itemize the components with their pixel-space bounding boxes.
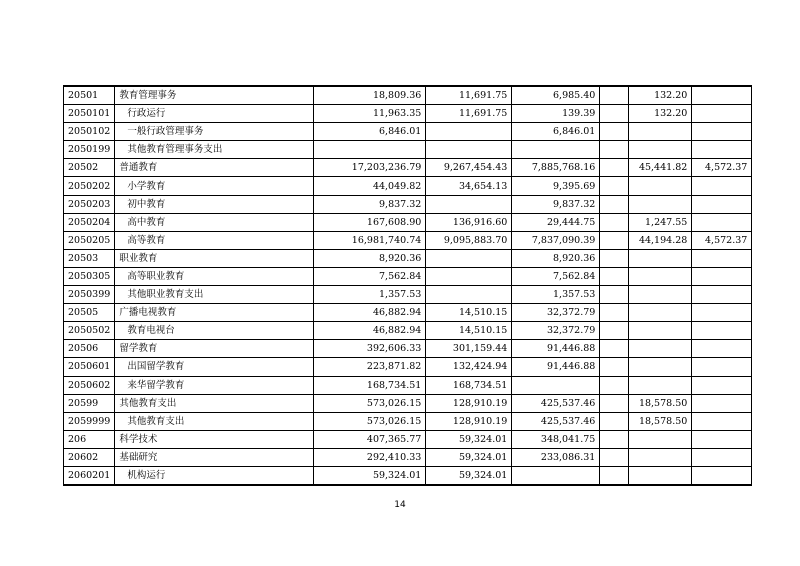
basic-expenditure-cell: 136,916.60 <box>426 213 512 231</box>
basic-expenditure-cell: 14,510.15 <box>426 322 512 340</box>
account-name-cell: 一般行政管理事务 <box>115 123 314 141</box>
project-expenditure-cell: 1,357.53 <box>512 286 600 304</box>
total-cell: 18,809.36 <box>314 86 426 105</box>
account-name-cell: 教育管理事务 <box>115 86 314 105</box>
account-name-cell: 广播电视教育 <box>115 304 314 322</box>
project-expenditure-cell: 6,846.01 <box>512 123 600 141</box>
table-row <box>64 394 752 412</box>
project-expenditure-cell: 32,372.79 <box>512 304 600 322</box>
amount-cell-4 <box>600 195 629 213</box>
account-name-cell: 高等职业教育 <box>115 267 314 285</box>
total-cell <box>314 141 426 159</box>
amount-cell-6 <box>692 123 752 141</box>
project-expenditure-cell: 9,395.69 <box>512 177 600 195</box>
amount-cell-6: 4,572.37 <box>692 231 752 249</box>
amount-cell-6 <box>692 358 752 376</box>
project-expenditure-cell <box>512 466 600 485</box>
project-expenditure-cell <box>512 376 600 394</box>
table-row <box>64 376 752 394</box>
account-name-cell: 来华留学教育 <box>115 376 314 394</box>
amount-cell-6 <box>692 322 752 340</box>
amount-cell-6 <box>692 105 752 123</box>
project-expenditure-cell: 233,086.31 <box>512 448 600 466</box>
account-code-cell: 2050202 <box>64 177 115 195</box>
basic-expenditure-cell <box>426 249 512 267</box>
table-row <box>64 466 752 485</box>
project-expenditure-cell: 425,537.46 <box>512 394 600 412</box>
account-name-cell: 出国留学教育 <box>115 358 314 376</box>
amount-cell-6 <box>692 376 752 394</box>
account-code-cell: 20505 <box>64 304 115 322</box>
table-row <box>64 141 752 159</box>
amount-cell-4 <box>600 358 629 376</box>
table-row <box>64 267 752 285</box>
amount-cell-6 <box>692 267 752 285</box>
amount-cell-5: 18,578.50 <box>629 412 692 430</box>
amount-cell-4 <box>600 249 629 267</box>
total-cell: 407,365.77 <box>314 430 426 448</box>
amount-cell-6 <box>692 340 752 358</box>
account-code-cell: 20502 <box>64 159 115 177</box>
total-cell: 44,049.82 <box>314 177 426 195</box>
amount-cell-6 <box>692 213 752 231</box>
table-row <box>64 195 752 213</box>
amount-cell-5: 132.20 <box>629 105 692 123</box>
amount-cell-4 <box>600 448 629 466</box>
amount-cell-5 <box>629 177 692 195</box>
amount-cell-6 <box>692 430 752 448</box>
table-row <box>64 358 752 376</box>
table-row <box>64 231 752 249</box>
table-row <box>64 159 752 177</box>
account-name-cell: 小学教育 <box>115 177 314 195</box>
basic-expenditure-cell: 9,267,454.43 <box>426 159 512 177</box>
amount-cell-4 <box>600 86 629 105</box>
amount-cell-4 <box>600 322 629 340</box>
total-cell: 46,882.94 <box>314 304 426 322</box>
basic-expenditure-cell: 59,324.01 <box>426 466 512 485</box>
table-row <box>64 322 752 340</box>
amount-cell-6 <box>692 286 752 304</box>
account-name-cell: 行政运行 <box>115 105 314 123</box>
account-name-cell: 职业教育 <box>115 249 314 267</box>
amount-cell-6 <box>692 249 752 267</box>
table-row <box>64 286 752 304</box>
basic-expenditure-cell: 59,324.01 <box>426 430 512 448</box>
total-cell: 8,920.36 <box>314 249 426 267</box>
amount-cell-4 <box>600 231 629 249</box>
basic-expenditure-cell <box>426 267 512 285</box>
amount-cell-5 <box>629 249 692 267</box>
project-expenditure-cell: 7,885,768.16 <box>512 159 600 177</box>
basic-expenditure-cell <box>426 195 512 213</box>
amount-cell-4 <box>600 213 629 231</box>
total-cell: 9,837.32 <box>314 195 426 213</box>
basic-expenditure-cell: 128,910.19 <box>426 394 512 412</box>
project-expenditure-cell: 139.39 <box>512 105 600 123</box>
account-code-cell: 2050101 <box>64 105 115 123</box>
amount-cell-4 <box>600 340 629 358</box>
amount-cell-5: 132.20 <box>629 86 692 105</box>
account-name-cell: 其他职业教育支出 <box>115 286 314 304</box>
account-code-cell: 20599 <box>64 394 115 412</box>
table-row <box>64 105 752 123</box>
basic-expenditure-cell <box>426 286 512 304</box>
account-code-cell: 20501 <box>64 86 115 105</box>
total-cell: 573,026.15 <box>314 412 426 430</box>
project-expenditure-cell: 425,537.46 <box>512 412 600 430</box>
project-expenditure-cell: 91,446.88 <box>512 340 600 358</box>
amount-cell-5 <box>629 340 692 358</box>
total-cell: 16,981,740.74 <box>314 231 426 249</box>
amount-cell-4 <box>600 159 629 177</box>
total-cell: 168,734.51 <box>314 376 426 394</box>
table-row <box>64 448 752 466</box>
account-code-cell: 2050399 <box>64 286 115 304</box>
basic-expenditure-cell: 301,159.44 <box>426 340 512 358</box>
account-code-cell: 2050502 <box>64 322 115 340</box>
amount-cell-5 <box>629 376 692 394</box>
account-name-cell: 科学技术 <box>115 430 314 448</box>
project-expenditure-cell: 32,372.79 <box>512 322 600 340</box>
project-expenditure-cell <box>512 141 600 159</box>
basic-expenditure-cell: 11,691.75 <box>426 86 512 105</box>
amount-cell-6 <box>692 304 752 322</box>
total-cell: 17,203,236.79 <box>314 159 426 177</box>
amount-cell-4 <box>600 376 629 394</box>
amount-cell-4 <box>600 123 629 141</box>
basic-expenditure-cell: 14,510.15 <box>426 304 512 322</box>
amount-cell-4 <box>600 286 629 304</box>
amount-cell-6 <box>692 195 752 213</box>
account-code-cell: 2050204 <box>64 213 115 231</box>
account-code-cell: 20602 <box>64 448 115 466</box>
amount-cell-4 <box>600 141 629 159</box>
table-row <box>64 430 752 448</box>
project-expenditure-cell: 91,446.88 <box>512 358 600 376</box>
account-name-cell: 高中教育 <box>115 213 314 231</box>
account-code-cell: 2050203 <box>64 195 115 213</box>
table-row <box>64 249 752 267</box>
budget-table <box>63 85 752 486</box>
amount-cell-5 <box>629 123 692 141</box>
basic-expenditure-cell: 9,095,883.70 <box>426 231 512 249</box>
amount-cell-4 <box>600 267 629 285</box>
project-expenditure-cell: 7,562.84 <box>512 267 600 285</box>
amount-cell-5: 1,247.55 <box>629 213 692 231</box>
amount-cell-5 <box>629 141 692 159</box>
amount-cell-5 <box>629 430 692 448</box>
account-code-cell: 206 <box>64 430 115 448</box>
amount-cell-4 <box>600 304 629 322</box>
account-name-cell: 其他教育管理事务支出 <box>115 141 314 159</box>
total-cell: 6,846.01 <box>314 123 426 141</box>
amount-cell-5 <box>629 195 692 213</box>
page-number: 14 <box>394 500 406 510</box>
table-body <box>64 86 752 485</box>
project-expenditure-cell: 6,985.40 <box>512 86 600 105</box>
table-row <box>64 86 752 105</box>
account-code-cell: 2050102 <box>64 123 115 141</box>
total-cell: 59,324.01 <box>314 466 426 485</box>
basic-expenditure-cell: 132,424.94 <box>426 358 512 376</box>
amount-cell-5 <box>629 267 692 285</box>
basic-expenditure-cell <box>426 123 512 141</box>
total-cell: 1,357.53 <box>314 286 426 304</box>
basic-expenditure-cell <box>426 141 512 159</box>
account-name-cell: 其他教育支出 <box>115 412 314 430</box>
amount-cell-4 <box>600 466 629 485</box>
amount-cell-5 <box>629 286 692 304</box>
project-expenditure-cell: 348,041.75 <box>512 430 600 448</box>
basic-expenditure-cell: 128,910.19 <box>426 412 512 430</box>
amount-cell-5 <box>629 448 692 466</box>
amount-cell-6 <box>692 86 752 105</box>
total-cell: 7,562.84 <box>314 267 426 285</box>
project-expenditure-cell: 7,837,090.39 <box>512 231 600 249</box>
table-row <box>64 304 752 322</box>
total-cell: 392,606.33 <box>314 340 426 358</box>
basic-expenditure-cell: 34,654.13 <box>426 177 512 195</box>
amount-cell-4 <box>600 105 629 123</box>
amount-cell-6 <box>692 394 752 412</box>
amount-cell-6 <box>692 177 752 195</box>
amount-cell-4 <box>600 177 629 195</box>
account-code-cell: 20506 <box>64 340 115 358</box>
account-name-cell: 基础研究 <box>115 448 314 466</box>
account-name-cell: 留学教育 <box>115 340 314 358</box>
account-code-cell: 2050602 <box>64 376 115 394</box>
basic-expenditure-cell: 59,324.01 <box>426 448 512 466</box>
amount-cell-6 <box>692 466 752 485</box>
amount-cell-5 <box>629 322 692 340</box>
basic-expenditure-cell: 168,734.51 <box>426 376 512 394</box>
amount-cell-6 <box>692 412 752 430</box>
table-row <box>64 340 752 358</box>
amount-cell-5: 18,578.50 <box>629 394 692 412</box>
total-cell: 573,026.15 <box>314 394 426 412</box>
project-expenditure-cell: 8,920.36 <box>512 249 600 267</box>
project-expenditure-cell: 29,444.75 <box>512 213 600 231</box>
account-name-cell: 普通教育 <box>115 159 314 177</box>
amount-cell-5: 45,441.82 <box>629 159 692 177</box>
account-code-cell: 2050199 <box>64 141 115 159</box>
total-cell: 223,871.82 <box>314 358 426 376</box>
table-row <box>64 412 752 430</box>
account-code-cell: 20503 <box>64 249 115 267</box>
account-code-cell: 2059999 <box>64 412 115 430</box>
total-cell: 46,882.94 <box>314 322 426 340</box>
total-cell: 292,410.33 <box>314 448 426 466</box>
amount-cell-5 <box>629 358 692 376</box>
table-row <box>64 123 752 141</box>
account-code-cell: 2050305 <box>64 267 115 285</box>
table-row <box>64 213 752 231</box>
account-code-cell: 2060201 <box>64 466 115 485</box>
amount-cell-4 <box>600 394 629 412</box>
amount-cell-5: 44,194.28 <box>629 231 692 249</box>
amount-cell-6: 4,572.37 <box>692 159 752 177</box>
account-name-cell: 其他教育支出 <box>115 394 314 412</box>
account-code-cell: 2050601 <box>64 358 115 376</box>
total-cell: 167,608.90 <box>314 213 426 231</box>
table-row <box>64 177 752 195</box>
amount-cell-6 <box>692 141 752 159</box>
amount-cell-5 <box>629 466 692 485</box>
account-code-cell: 2050205 <box>64 231 115 249</box>
amount-cell-5 <box>629 304 692 322</box>
account-name-cell: 机构运行 <box>115 466 314 485</box>
amount-cell-4 <box>600 412 629 430</box>
amount-cell-6 <box>692 448 752 466</box>
total-cell: 11,963.35 <box>314 105 426 123</box>
amount-cell-4 <box>600 430 629 448</box>
account-name-cell: 教育电视台 <box>115 322 314 340</box>
basic-expenditure-cell: 11,691.75 <box>426 105 512 123</box>
project-expenditure-cell: 9,837.32 <box>512 195 600 213</box>
account-name-cell: 高等教育 <box>115 231 314 249</box>
account-name-cell: 初中教育 <box>115 195 314 213</box>
